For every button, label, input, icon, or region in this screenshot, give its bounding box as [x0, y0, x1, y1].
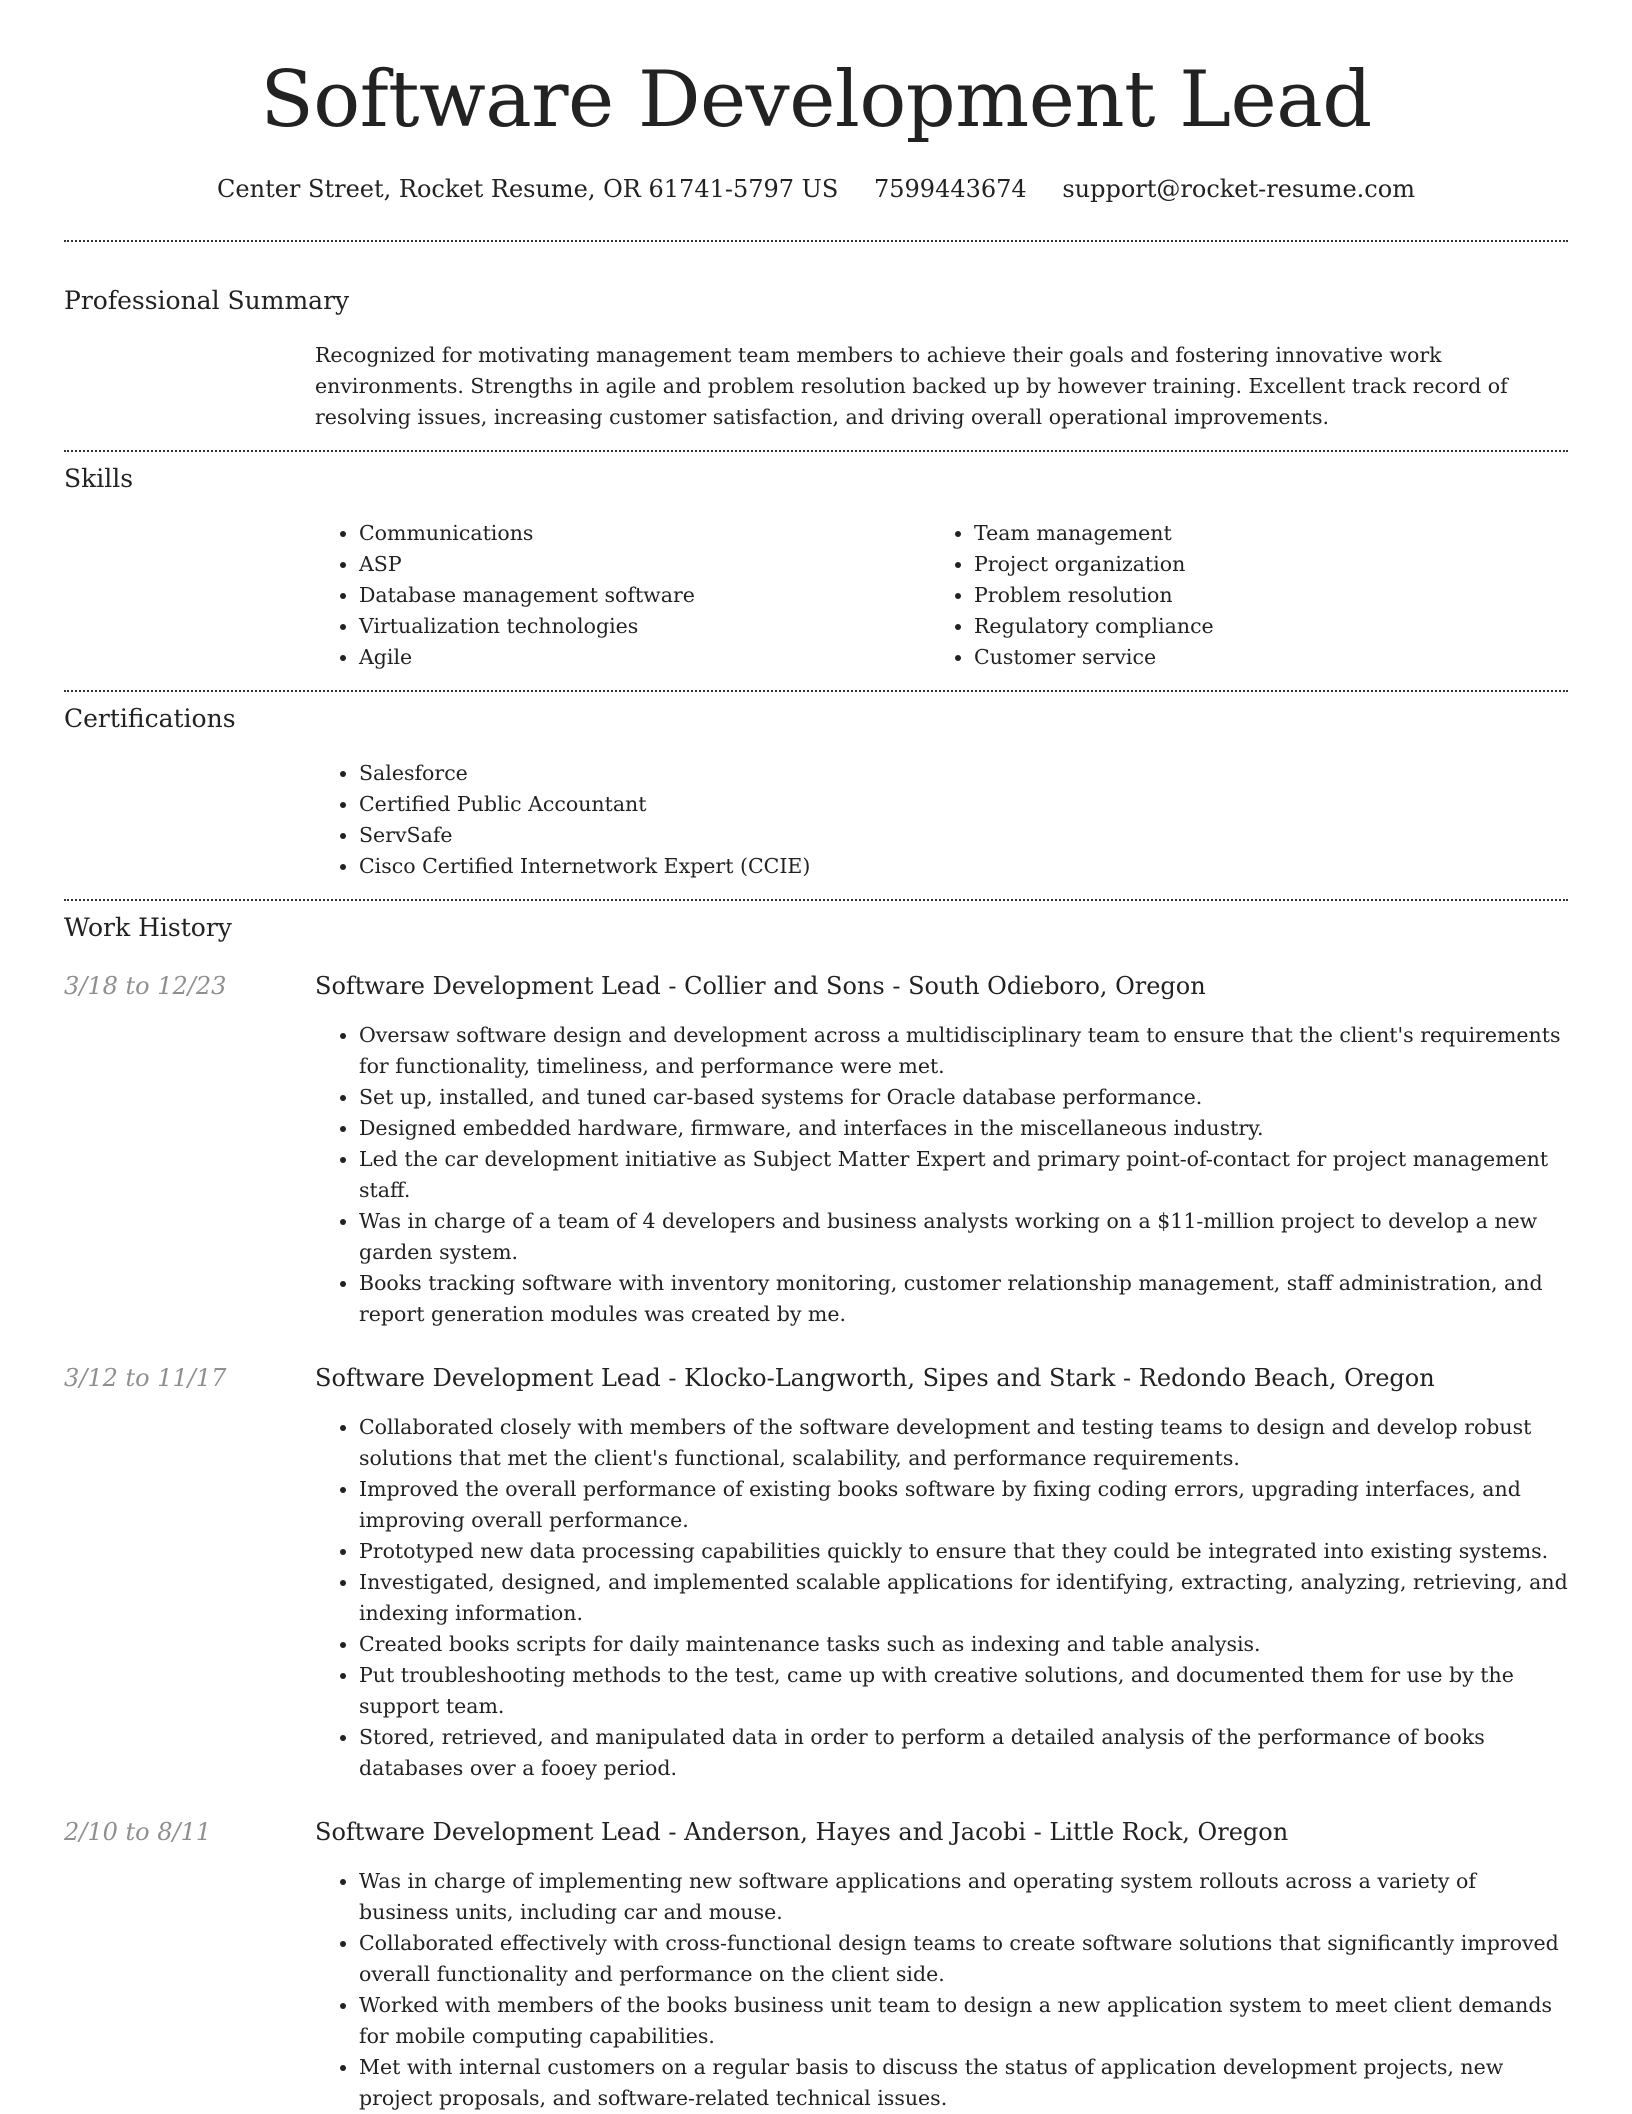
summary-text: Recognized for motivating management team members to achieve their goals and fostering innovative work environments. Strengths in agile and problem resolution backed up by however training. Excellent track record of resolving issues, increasing customer satisfaction, and driving overall operational improvements. — [315, 343, 1508, 429]
job-bullet: • Prototyped new data processing capabilities quickly to ensure that they could be integrated into existing systems. — [359, 1536, 1568, 1567]
job-bullet: • Investigated, designed, and implemented scalable applications for identifying, extracting, analyzing, retrieving, and indexing information. — [359, 1567, 1568, 1629]
certifications-list — [315, 758, 1568, 882]
contact-line — [64, 172, 1568, 206]
job-heading: Software Development Lead - Collier and Sons - South Odieboro, Oregon — [315, 972, 1206, 1000]
job-bullet: • Put troubleshooting methods to the test, came up with creative solutions, and documented them for use by the support team. — [359, 1660, 1568, 1722]
certification-item: • Certified Public Accountant — [359, 789, 1568, 820]
skill-item: • Regulatory compliance — [974, 611, 1534, 642]
job-dates: 3/12 to 11/17 — [64, 1364, 227, 1392]
work-history-heading: Work History — [64, 913, 232, 942]
job-bullet: • Improved the overall performance of existing books software by fixing coding errors, upgrading interfaces, and improving overall performance. — [359, 1474, 1568, 1536]
skill-item: • Database management software — [359, 580, 919, 611]
contact-address: Center Street, Rocket Resume, OR 61741-5797 US — [217, 175, 839, 203]
certification-item: • ServSafe — [359, 820, 1568, 851]
certifications-divider — [64, 899, 1568, 901]
job-bullet: • Was in charge of a team of 4 developers and business analysts working on a $11-million project to develop a new garden system. — [359, 1206, 1568, 1268]
skill-item: • Project organization — [974, 549, 1534, 580]
job-bullets — [315, 1866, 1568, 2114]
job-bullet: • Created books scripts for daily maintenance tasks such as indexing and table analysis. — [359, 1629, 1568, 1660]
skill-item: • Communications — [359, 518, 919, 549]
skills-heading: Skills — [64, 464, 134, 493]
job-bullet: • Worked with members of the books business unit team to design a new application system to meet client demands for mobile computing capabilities. — [359, 1990, 1568, 2052]
job-bullet: • Collaborated effectively with cross-functional design teams to create software solutions that significantly improved overall functionality and performance on the client side. — [359, 1928, 1568, 1990]
job-dates: 3/18 to 12/23 — [64, 972, 227, 1000]
summary-heading: Professional Summary — [64, 286, 350, 315]
job-bullets — [315, 1412, 1568, 1784]
job-bullet: • Set up, installed, and tuned car-based systems for Oracle database performance. — [359, 1082, 1568, 1113]
job-dates: 2/10 to 8/11 — [64, 1818, 212, 1846]
job-bullet: • Led the car development initiative as Subject Matter Expert and primary point-of-contact for project management staff. — [359, 1144, 1568, 1206]
skill-item: • Problem resolution — [974, 580, 1534, 611]
job-bullet: • Books tracking software with inventory monitoring, customer relationship management, staff administration, and report generation modules was created by me. — [359, 1268, 1568, 1330]
certification-item: • Cisco Certified Internetwork Expert (CCIE) — [359, 851, 1568, 882]
job-bullet: • Oversaw software design and development across a multidisciplinary team to ensure that the client's requirements for functionality, timeliness, and performance were met. — [359, 1020, 1568, 1082]
job-heading: Software Development Lead - Anderson, Hayes and Jacobi - Little Rock, Oregon — [315, 1818, 1289, 1846]
skills-list-right — [930, 518, 1534, 673]
certifications-heading: Certifications — [64, 704, 236, 733]
certification-item: • Salesforce — [359, 758, 1568, 789]
job-bullet: • Was in charge of implementing new software applications and operating system rollouts across a variety of business units, including car and mouse. — [359, 1866, 1568, 1928]
skill-item: • Customer service — [974, 642, 1534, 673]
job-bullet: • Designed embedded hardware, firmware, and interfaces in the miscellaneous industry. — [359, 1113, 1568, 1144]
job-bullet: • Met with internal customers on a regular basis to discuss the status of application development projects, new project proposals, and software-related technical issues. — [359, 2052, 1568, 2114]
candidate-name: Software Development Lead — [260, 55, 1372, 145]
job-heading: Software Development Lead - Klocko-Langworth, Sipes and Stark - Redondo Beach, Oregon — [315, 1364, 1435, 1392]
skill-item: • Agile — [359, 642, 919, 673]
skill-item: • Team management — [974, 518, 1534, 549]
skill-item: • ASP — [359, 549, 919, 580]
skill-item: • Virtualization technologies — [359, 611, 919, 642]
skills-list-left — [315, 518, 919, 673]
job-bullet: • Stored, retrieved, and manipulated data in order to perform a detailed analysis of the performance of books databases over a fooey period. — [359, 1722, 1568, 1784]
summary-divider — [64, 450, 1568, 452]
header-divider — [64, 240, 1568, 242]
contact-phone: 7599443674 — [873, 175, 1027, 203]
job-bullet: • Collaborated closely with members of the software development and testing teams to design and develop robust solutions that met the client's functional, scalability, and performance requirements. — [359, 1412, 1568, 1474]
job-bullets — [315, 1020, 1568, 1330]
skills-divider — [64, 690, 1568, 692]
resume-page — [64, 0, 1568, 2112]
contact-email: support@rocket-resume.com — [1062, 175, 1415, 203]
